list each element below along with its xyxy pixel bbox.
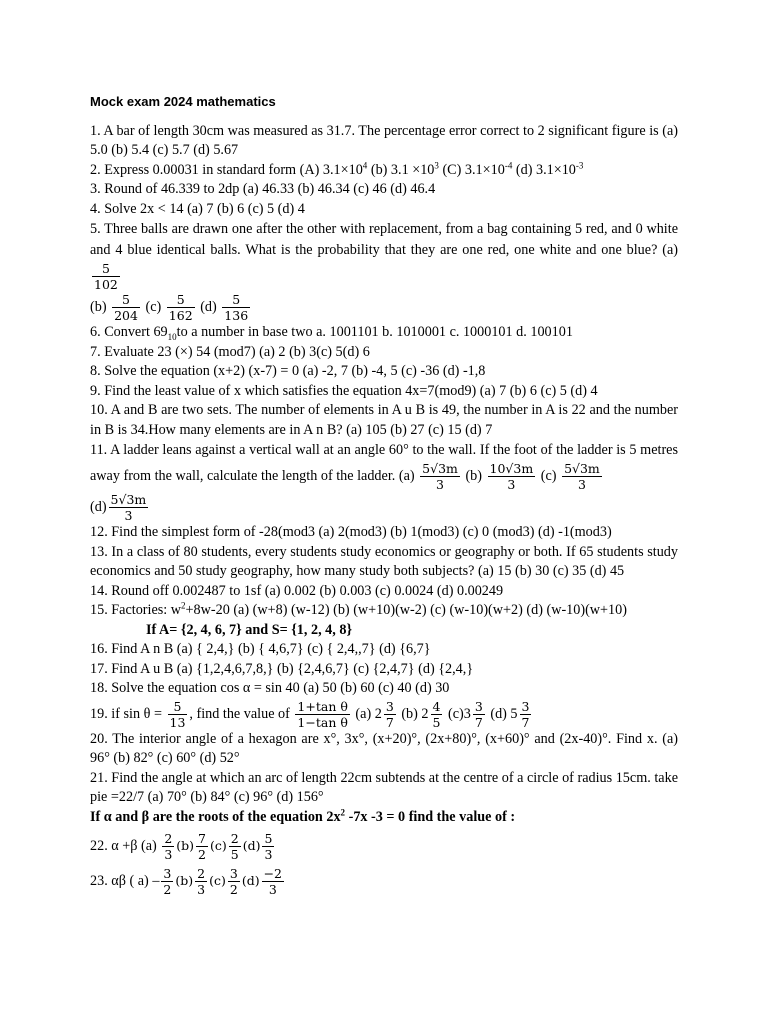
num: 5√3m (422, 461, 458, 476)
q2-exp-b: 3 (434, 159, 439, 170)
q22-fraction-b (196, 831, 208, 862)
q19-mid: , find the value of (189, 705, 290, 722)
num: 1+tan θ (297, 698, 348, 714)
den: 3 (197, 882, 206, 897)
den: 3 (109, 507, 149, 523)
num: 3 (163, 866, 172, 881)
q11-fraction-b (488, 461, 536, 492)
num: 5√3m (564, 461, 600, 476)
q2-opt-d: (d) 3.1×10 (512, 161, 576, 178)
num: 5 (101, 261, 110, 276)
q22-fraction-a (162, 831, 174, 862)
den: 3 (488, 476, 536, 492)
q5-text: 5. Three balls are drawn one after the other with replacement, from a bag containing 5 red, and 0 white and 4 blue identical balls. What is the probability that they are one red, one white and one blue? (a) (90, 221, 678, 258)
q19-sin-fraction (168, 699, 188, 730)
question-18: 18. Solve the equation cos α = sin 40 (a) 50 (b) 60 (c) 40 (d) 30 (90, 680, 450, 696)
question-15 (90, 601, 678, 621)
q6-text: 6. Convert 69 (90, 324, 168, 340)
den: 162 (168, 308, 193, 323)
question-12: 12. Find the simplest form of -28(mod3 (a) 2(mod3) (b) 1(mod3) (c) 0 (mod3) (d) -1(mod3) (90, 524, 612, 540)
q5-fraction-c (167, 292, 195, 323)
roots-instruction (90, 808, 678, 828)
den: 7 (474, 714, 483, 730)
q2-exp-c: -4 (504, 159, 513, 170)
q5-label-b: (b) (90, 298, 107, 315)
question-14: 14. Round off 0.002487 to 1sf (a) 0.002 (b) 0.003 (c) 0.0024 (d) 0.00249 (90, 582, 504, 599)
num: 10√3m (489, 461, 534, 476)
den: 2 (198, 847, 206, 862)
den: 102 (94, 277, 118, 292)
exam-page (90, 92, 678, 897)
q6-base: 10 (167, 331, 177, 342)
q19-fraction-b (431, 699, 443, 730)
question-1: 1. A bar of length 30cm was measured as 31.7. The percentage error correct to 2 significant figure is (a) 5.0 (b) 5.4 (c) 5.7 (d) 5.67 (90, 122, 678, 158)
den: 136 (224, 308, 249, 323)
q11-text: 11. A ladder leans against a vertical wall at an angle 60° to the wall. If the foot of the ladder is 5 metres away from the wall, calculate the length of the ladder. (a) (90, 442, 678, 484)
q22-fraction-c (229, 831, 241, 862)
den: 7 (385, 714, 394, 730)
den: 7 (521, 714, 530, 730)
q19-fraction-a (384, 699, 396, 730)
q11-fraction-d (109, 492, 149, 523)
den: 5 (230, 847, 239, 862)
question-7: 7. Evaluate 23 (×) 54 (mod7) (a) 2 (b) 3(c) 5(d) 6 (90, 343, 370, 360)
q23-fraction-d (262, 866, 284, 897)
q15-options: +8w-20 (a) (w+8) (w-12) (b) (w+10)(w-2) (c) (w-10)(w+2) (d) (w-10)(w+10) (185, 602, 627, 618)
q5-label-d: (d) (200, 298, 217, 315)
q23-text: 23. αβ ( a) – (90, 872, 160, 889)
q19-label-c: (c)3 (448, 705, 471, 722)
num: 2 (230, 831, 239, 846)
den: 2 (163, 882, 172, 897)
q19-fraction-c (473, 699, 485, 730)
q19-expression (295, 699, 349, 730)
num: 3 (521, 698, 530, 714)
q22-label-b: (b) (176, 837, 195, 853)
num: 2 (164, 831, 173, 846)
q19-text: 19. if sin θ = (90, 705, 162, 722)
question-22 (90, 827, 678, 862)
question-13: 13. In a class of 80 students, every students study economics or geography or both. If 65 students study economics and 50 study geography, how many study both subjects? (a) 15 (b) 30 (c) 35 (d) 45 (90, 543, 678, 579)
question-19 (90, 699, 678, 730)
q23-fraction-b (195, 866, 207, 897)
q23-label-d: (d) (241, 872, 260, 888)
num: −2 (263, 866, 283, 881)
den: 1−tan θ (297, 714, 348, 730)
question-4: 4. Solve 2x < 14 (a) 7 (b) 6 (c) 5 (d) 4 (90, 200, 305, 217)
roots-text: If α and β are the roots of the equation 2x (90, 808, 341, 825)
question-17: 17. Find A u B (a) {1,2,4,6,7,8,} (b) {2,4,6,7} (c) {2,4,7} (d) {2,4,} (90, 660, 474, 677)
q5-label-c: (c) (145, 298, 162, 315)
num: 3 (229, 866, 238, 881)
q22-label-d: (d) (242, 837, 261, 853)
q5-fraction-b (112, 292, 140, 323)
num: 3 (385, 698, 394, 714)
den: 3 (262, 881, 284, 897)
q19-label-d: (d) 5 (490, 705, 518, 722)
den: 204 (114, 308, 138, 323)
q19-label-b: (b) 2 (401, 705, 429, 722)
question-8: 8. Solve the equation (x+2) (x-7) = 0 (a) -2, 7 (b) -4, 5 (c) -36 (d) -1,8 (90, 363, 486, 379)
q11-label-d: (d) (90, 498, 107, 515)
q23-label-b: (b) (175, 872, 194, 888)
q11-fraction-a (420, 461, 460, 492)
question-9: 9. Find the least value of x which satisfies the equation 4x=7(mod9) (a) 7 (b) 6 (c) 5 (d) 4 (90, 382, 598, 399)
q22-fraction-d (262, 831, 274, 862)
num: 7 (198, 831, 206, 846)
page-title: Mock exam 2024 mathematics (90, 94, 276, 109)
roots-exponent: 2 (340, 806, 346, 817)
q15-text: 15. Factories: w (90, 602, 182, 618)
q22-text: 22. α +β (a) (90, 837, 157, 854)
q11-fraction-c (562, 461, 602, 492)
q15-exponent: 2 (181, 600, 186, 611)
num: 5 (232, 292, 241, 307)
q2-opt-c: (C) 3.1×10 (438, 161, 505, 178)
question-2 (90, 161, 678, 181)
q22-label-c: (c) (210, 837, 227, 853)
roots-text-end: -7x -3 = 0 find the value of : (345, 808, 516, 825)
num: 5 (264, 831, 273, 846)
q11-label-c: (c) (540, 467, 557, 484)
num: 5 (173, 698, 182, 714)
question-11 (90, 440, 678, 523)
q2-text: 2. Express 0.00031 in standard form (A) 3.1×10 (90, 161, 363, 178)
q19-fraction-d (520, 699, 532, 730)
q5-fraction-d (222, 292, 250, 323)
q2-exp-d: -3 (575, 159, 584, 170)
question-21: 21. Find the angle at which an arc of length 22cm subtends at the centre of a circle of radius 15cm. take pie =22/7 (a) 70° (b) 84° (c) 96° (d) 156° (90, 769, 678, 805)
question-23 (90, 862, 678, 897)
q2-exp-a: 4 (362, 159, 368, 170)
question-5 (90, 219, 678, 323)
den: 2 (229, 882, 238, 897)
q2-opt-b: (b) 3.1 ×10 (367, 161, 435, 178)
num: 3 (474, 698, 483, 714)
question-16: 16. Find A n B (a) { 2,4,} (b) { 4,6,7} (c) { 2,4,,7} (d) {6,7} (90, 641, 431, 657)
q19-label-a: (a) 2 (355, 705, 382, 722)
num: 5 (176, 292, 185, 307)
num: 5 (122, 292, 130, 307)
q23-fraction-a (161, 866, 173, 897)
q23-label-c: (c) (209, 872, 226, 888)
question-10: 10. A and B are two sets. The number of elements in A u B is 49, the number in A is 22 and the number in B is 34.How many elements are in A n B? (a) 105 (b) 27 (c) 15 (d) 7 (90, 402, 678, 438)
question-3: 3. Round of 46.339 to 2dp (a) 46.33 (b) 46.34 (c) 46 (d) 46.4 (90, 181, 436, 197)
den: 5 (432, 714, 441, 730)
q6-options: to a number in base two a. 1001101 b. 1010001 c. 1000101 d. 100101 (176, 324, 573, 340)
den: 3 (164, 847, 173, 862)
sets-definition: If A= {2, 4, 6, 7} and S= {1, 2, 4, 8} (146, 621, 353, 638)
q5-fraction-a (92, 261, 120, 292)
q11-label-b: (b) (465, 467, 482, 484)
question-6 (90, 323, 678, 343)
den: 3 (562, 476, 602, 492)
den: 13 (169, 714, 186, 730)
num: 2 (197, 866, 206, 881)
question-20: 20. The interior angle of a hexagon are x°, 3x°, (x+20)°, (2x+80)°, (x+60)° and (2x-40)°. Find x. (a) 96° (b) 82° (c) 60° (d) 52° (90, 730, 678, 766)
q23-fraction-c (228, 866, 240, 897)
den: 3 (420, 476, 460, 492)
den: 3 (264, 847, 273, 862)
num: 4 (432, 698, 441, 714)
num: 5√3m (110, 492, 147, 507)
